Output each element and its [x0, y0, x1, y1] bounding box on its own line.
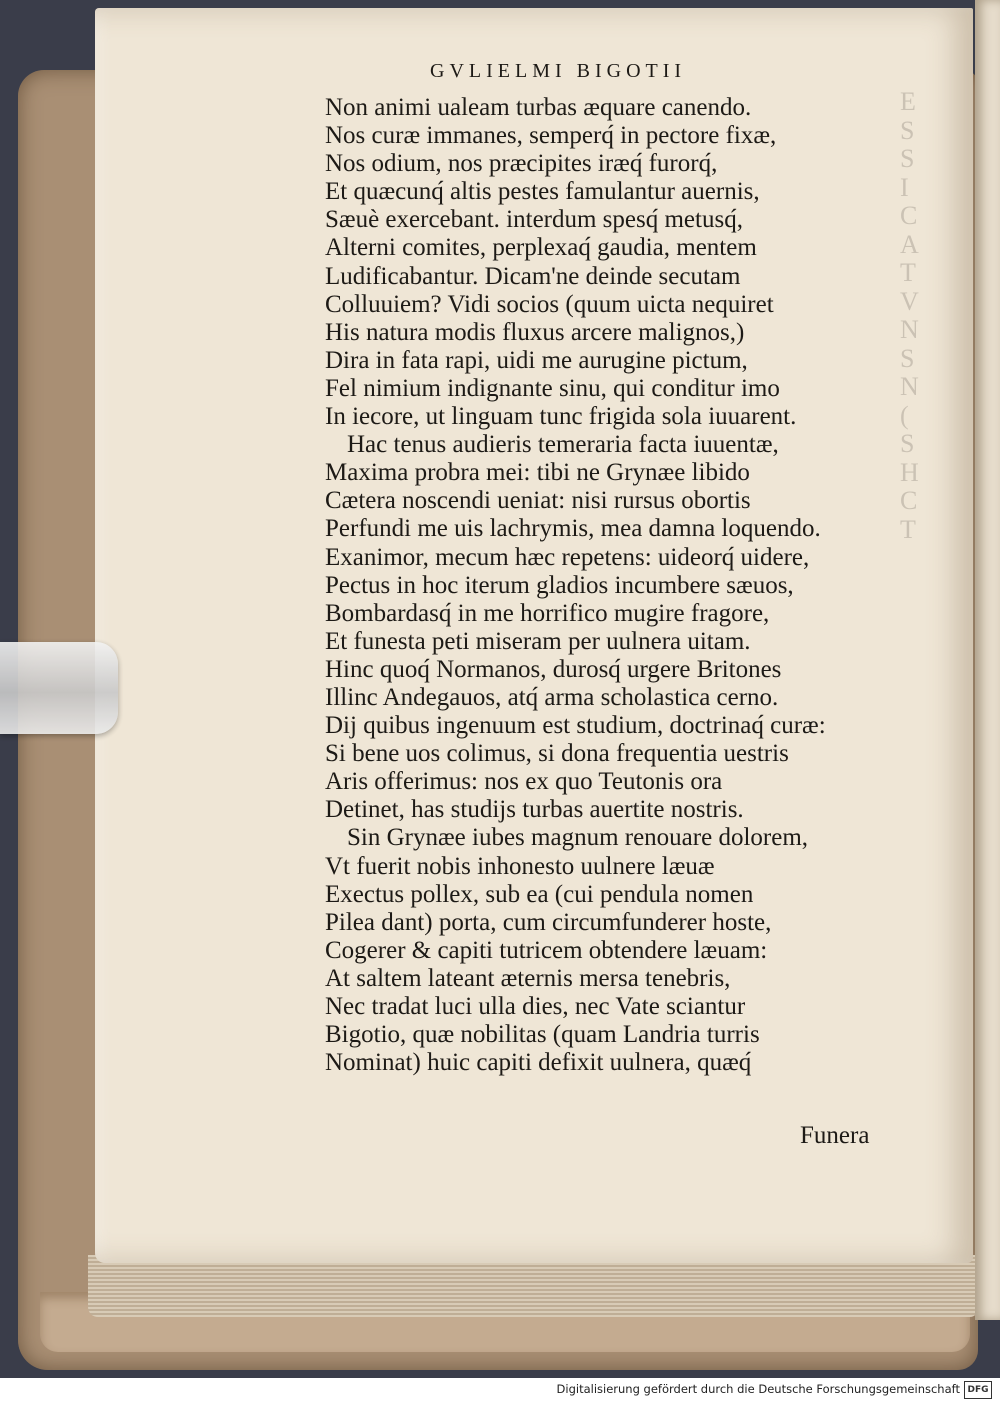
verse-line: Aris offerimus: nos ex quo Teutonis ora — [325, 768, 723, 796]
verse-line: Hac tenus audieris temeraria facta iuuentæ, — [347, 431, 779, 459]
verse-line: Vt fuerit nobis inhonesto uulnere læuæ — [325, 852, 715, 880]
verse-line: Maxima probra mei: tibi ne Grynæe libido — [325, 459, 750, 487]
verse-line: Exanimor, mecum hæc repetens: uideorq́ uidere, — [325, 543, 810, 571]
verse-line: Fel nimium indignante sinu, qui conditur imo — [325, 374, 780, 402]
footer-bar — [0, 1378, 1000, 1401]
funding-credit: Digitalisierung gefördert durch die Deutsche Forschungsgemeinschaft — [556, 1382, 960, 1396]
verse-line: Perfundi me uis lachrymis, mea damna loquendo. — [325, 515, 821, 543]
verse-line: Dira in fata rapi, uidi me aurugine pictum, — [325, 346, 748, 374]
verse-line: Illinc Andegauos, atq́ arma scholastica cerno. — [325, 683, 779, 711]
verse-line: Sæuè exercebant. interdum spesq́ metusq́, — [325, 206, 743, 234]
verse-line: Hinc quoq́ Normanos, durosq́ urgere Britones — [325, 655, 782, 683]
verse-line: Detinet, has studijs turbas auertite nostris. — [325, 796, 744, 824]
facing-page-edge — [975, 0, 1000, 1320]
verse-line: Et funesta peti miseram per uulnera uitam. — [325, 627, 751, 655]
verse-line: His natura modis fluxus arcere malignos,) — [325, 318, 745, 346]
verse-line: At saltem lateant æternis mersa tenebris, — [325, 964, 731, 992]
verse-line: Sin Grynæe iubes magnum renouare dolorem, — [347, 824, 809, 852]
verse-line: Cogerer & capiti tutricem obtendere læuam: — [325, 936, 768, 964]
verse-line: Bombardasq́ in me horrifico mugire fragore, — [325, 599, 770, 627]
page-holder-clip — [0, 642, 118, 734]
verse-line: Et quæcunq́ altis pestes famulantur auernis, — [325, 178, 760, 206]
page-edges — [88, 1255, 978, 1317]
verse-line: Nos curæ immanes, semperq́ in pectore fixæ, — [325, 122, 777, 150]
verse-line: Colluuiem? Vidi socios (quum uicta nequiret — [325, 290, 774, 318]
verse-line: Non animi ualeam turbas æquare canendo. — [325, 94, 752, 121]
dfg-logo: DFG — [964, 1381, 992, 1399]
poem-text — [325, 94, 826, 1077]
verse-line: Ludificabantur. Dicam'ne deinde secutam — [325, 262, 741, 290]
verse-line: Pilea dant) porta, cum circumfunderer hoste, — [325, 908, 772, 936]
catchword: Funera — [800, 1122, 870, 1149]
verse-line: Nominat) huic capiti defixit uulnera, quæq́ — [325, 1049, 752, 1077]
verse-line: Dij quibus ingenuum est studium, doctrinaq́ curæ: — [325, 712, 826, 740]
verse-line: Nos odium, nos præcipites iræq́ furorq́, — [325, 150, 718, 178]
verse-line: Nec tradat luci ulla dies, nec Vate sciantur — [325, 993, 746, 1020]
verse-line: Bigotio, quæ nobilitas (quam Landria turris — [325, 1021, 760, 1049]
verse-line: In iecore, ut linguam tunc frigida sola iuuarent. — [325, 403, 797, 431]
verse-line: Si bene uos colimus, si dona frequentia uestris — [325, 740, 789, 768]
running-head: GVLIELMI BIGOTII — [430, 60, 687, 82]
verse-line: Alterni comites, perplexaq́ gaudia, mentem — [325, 234, 757, 262]
verse-line: Exectus pollex, sub ea (cui pendula nomen — [325, 880, 754, 908]
verse-line: Pectus in hoc iterum gladios incumbere sæuos, — [325, 571, 794, 599]
verse-line: Cætera noscendi ueniat: nisi rursus obortis — [325, 487, 751, 515]
show-through-text: E S S I C A T V N S N ( S H C T — [900, 87, 919, 544]
